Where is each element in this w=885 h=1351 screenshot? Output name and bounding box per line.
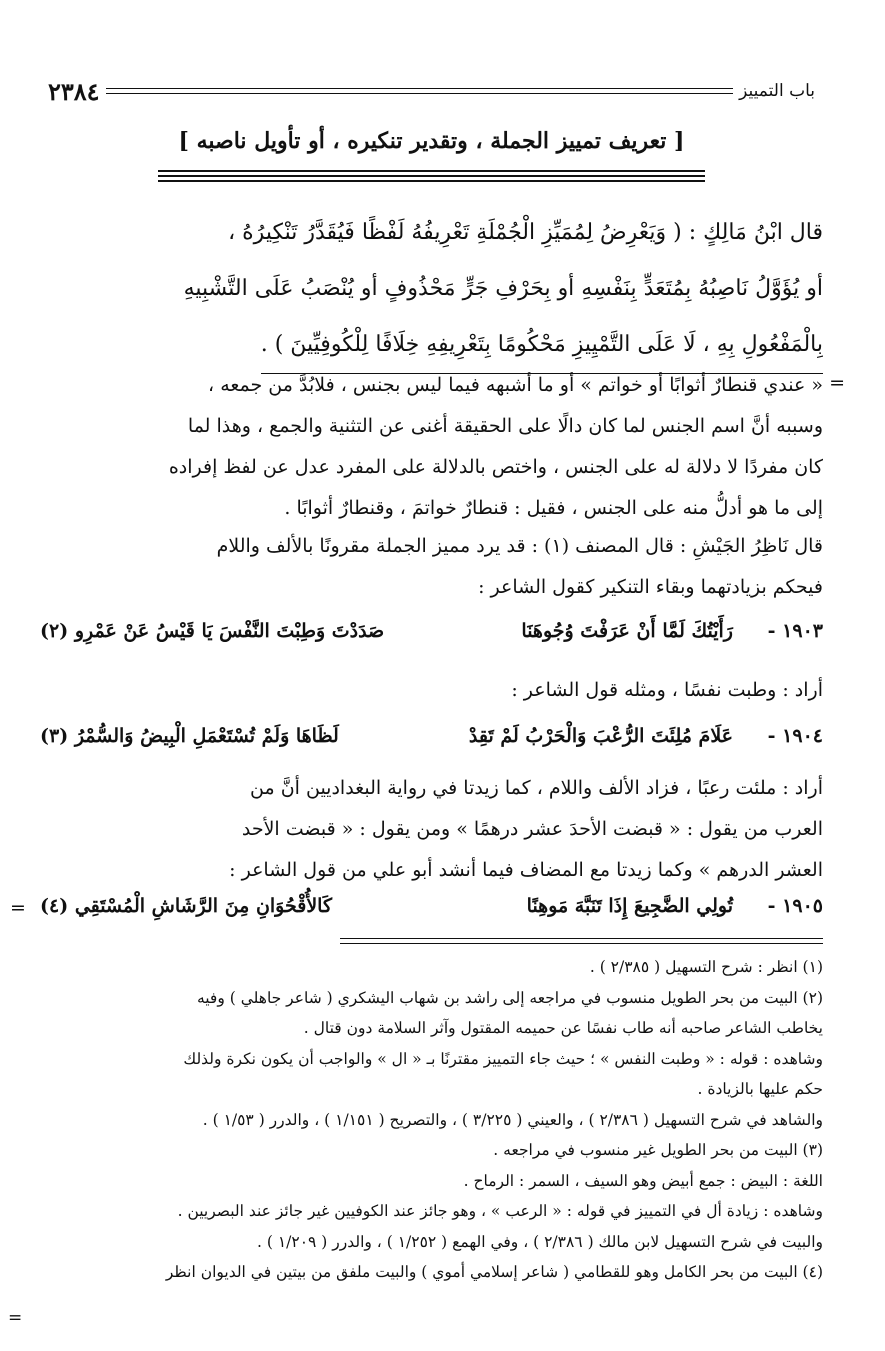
footnote-line: يخاطب الشاعر صاحبه أنه طاب نفسًا عن حميمه المقتول وآثر السلامة دون قتال . xyxy=(303,1019,823,1037)
sharh-line: كان مفردًا لا دلالة له على الجنس ، واختص بالدلالة على المفرد عدل عن لفظ إفراده xyxy=(168,456,823,478)
verse-hemistich-1: رَأَيْتُكَ لَمَّا أَنْ عَرَفْتَ وُجُوهَنَا xyxy=(521,620,733,642)
nazir-line: فيحكم بزيادتهما وبقاء التنكير كقول الشاعر : xyxy=(478,576,823,598)
sharh-text xyxy=(40,365,823,529)
continuation-mark: = xyxy=(829,372,845,394)
matn-line: أو يُؤَوَّلُ نَاصِبُهُ بِمُتَعَدٍّ بِنَفْسِهِ أو بِحَرْفِ جَرٍّ مَحْذُوفٍ أو يُنْصَبُ عَلَى التَّشْبِيهِ xyxy=(183,276,823,301)
heading-rules xyxy=(158,170,705,185)
footnote-line: حكم عليها بالزيادة . xyxy=(697,1080,823,1098)
sharh-line: إلى ما هو أدلُّ منه على الجنس ، فقيل : قنطارٌ خواتمَ ، وقنطارٌ أثوابًا . xyxy=(284,497,823,519)
verse-number: ١٩٠٥ - xyxy=(767,895,823,917)
header-rule xyxy=(106,88,734,94)
footnote-line: اللغة : البيض : جمع أبيض وهو السيف ، السمر : الرماح . xyxy=(463,1171,823,1190)
continuation-mark: = xyxy=(10,897,26,919)
running-header xyxy=(40,76,823,106)
verse-commentary: أراد : وطبت نفسًا ، ومثله قول الشاعر : xyxy=(511,679,823,701)
matn-line: بِالْمَفْعُولِ بِهِ ، لَا عَلَى التَّمْيِيزِ مَحْكُومًا بِتَعْرِيفِهِ خِلَافًا لِلْكُوفِيِّينَ ) . xyxy=(261,317,823,374)
verse-hemistich-2: صَدَدْتَ وَطِبْتَ النَّفْسَ يَا قَيْسُ عَنْ عَمْرِو (٢) xyxy=(40,620,385,642)
footnote-line: (١) انظر : شرح التسهيل ( ٢/٣٨٥ ) . xyxy=(589,958,823,976)
footnote-line: وشاهده : قوله : « وطبت النفس » ؛ حيث جاء التمييز مقترنًا بـ « ال » والواجب أن يكون نكرة ولذلك xyxy=(183,1049,823,1068)
section-heading: [ تعريف تمييز الجملة ، وتقدير تنكيره ، أو تأويل ناصبه ] xyxy=(178,128,685,154)
commentary-line: العرب من يقول : « قبضت الأحدَ عشر درهمًا » ومن يقول : « قبضت الأحد xyxy=(241,818,823,840)
verse-hemistich-2: كَالأُقْحُوَانِ مِنَ الرَّشَاشِ الْمُسْتَقِي (٤) xyxy=(40,895,333,917)
footnote-line: وشاهده : زيادة أل في التمييز في قوله : « الرعب » ، وهو جائز عند الكوفيين غير جائز عند البصريين . xyxy=(177,1202,823,1220)
nazir-text xyxy=(40,526,823,608)
commentary-line: أراد : ملئت رعبًا ، فزاد الألف واللام ، كما زيدتا في رواية البغداديين أنَّ من xyxy=(250,777,823,799)
footnote-line: (٤) البيت من بحر الكامل وهو للقطامي ( شاعر إسلامي أموي ) والبيت ملفق من بيتين في الديوان انظر xyxy=(165,1263,823,1281)
page-number: ٢٣٨٤ xyxy=(48,76,100,106)
matn-line: قال ابْنُ مَالِكٍ : ( وَيَعْرِضُ لِمُمَيِّزِ الْجُمْلَةِ تَعْرِيفُهُ لَفْظًا فَيُقَدَّرُ تَنْكِيرُهُ ، xyxy=(228,220,823,245)
nazir-line: قال نَاظِرُ الجَيْشِ : قال المصنف (١) : قد يرد مميز الجملة مقرونًا بالألف واللام xyxy=(216,535,823,557)
verse-1904 xyxy=(40,725,823,747)
footnote-line: (٢) البيت من بحر الطويل منسوب في مراجعه إلى راشد بن شهاب اليشكري ( شاعر جاهلي ) وفيه xyxy=(196,988,823,1007)
verse-1905 xyxy=(40,895,823,917)
footnote-line: (٣) البيت من بحر الطويل غير منسوب في مراجعه . xyxy=(493,1141,823,1159)
footnote-rule xyxy=(340,938,823,944)
verse-number: ١٩٠٣ - xyxy=(767,620,823,642)
verse-1903 xyxy=(40,620,823,642)
book-page xyxy=(8,0,845,1351)
footnote-line: والشاهد في شرح التسهيل ( ٢/٣٨٦ ) ، والعيني ( ٣/٢٢٥ ) ، والتصريح ( ١/١٥١ ) ، والدرر ( ١/٥٣ ) . xyxy=(202,1110,823,1129)
footnote-line: والبيت في شرح التسهيل لابن مالك ( ٢/٣٨٦ ) ، وفي الهمع ( ١/٢٥٢ ) ، والدرر ( ١/٢٠٩ ) . xyxy=(257,1232,823,1251)
chapter-name: باب التمييز xyxy=(739,81,815,101)
verse-number: ١٩٠٤ - xyxy=(767,725,823,747)
footnotes xyxy=(40,952,823,1288)
verse-hemistich-2: لَظَاهَا وَلَمْ تُسْتَعْمَلِ الْبِيضُ وَالسُّمْرُ (٣) xyxy=(40,725,339,747)
sharh-line: « عندي قنطارٌ أثوابًا أو خواتم » أو ما أشبهه فيما ليس بجنس ، فلابُدَّ من جمعه ، xyxy=(208,374,823,396)
verse-hemistich-1: تُولِي الضَّجِيعَ إِذَا تَنَبَّهَ مَوهِنًا xyxy=(526,895,733,917)
verse-hemistich-1: عَلَامَ مُلِئَتَ الرُّعْبَ وَالْحَرْبُ لَمْ تَقِدْ xyxy=(468,725,733,747)
continuation-mark: = xyxy=(8,1308,23,1328)
sharh-line: وسببه أنَّ اسم الجنس لما كان دالًا على الحقيقة أغنى عن التثنية والجمع ، وهذا لما xyxy=(187,415,823,437)
commentary-line: العشر الدرهم » وكما زيدتا مع المضاف فيما أنشد أبو علي من قول الشاعر : xyxy=(229,859,823,881)
commentary-text xyxy=(40,768,823,891)
